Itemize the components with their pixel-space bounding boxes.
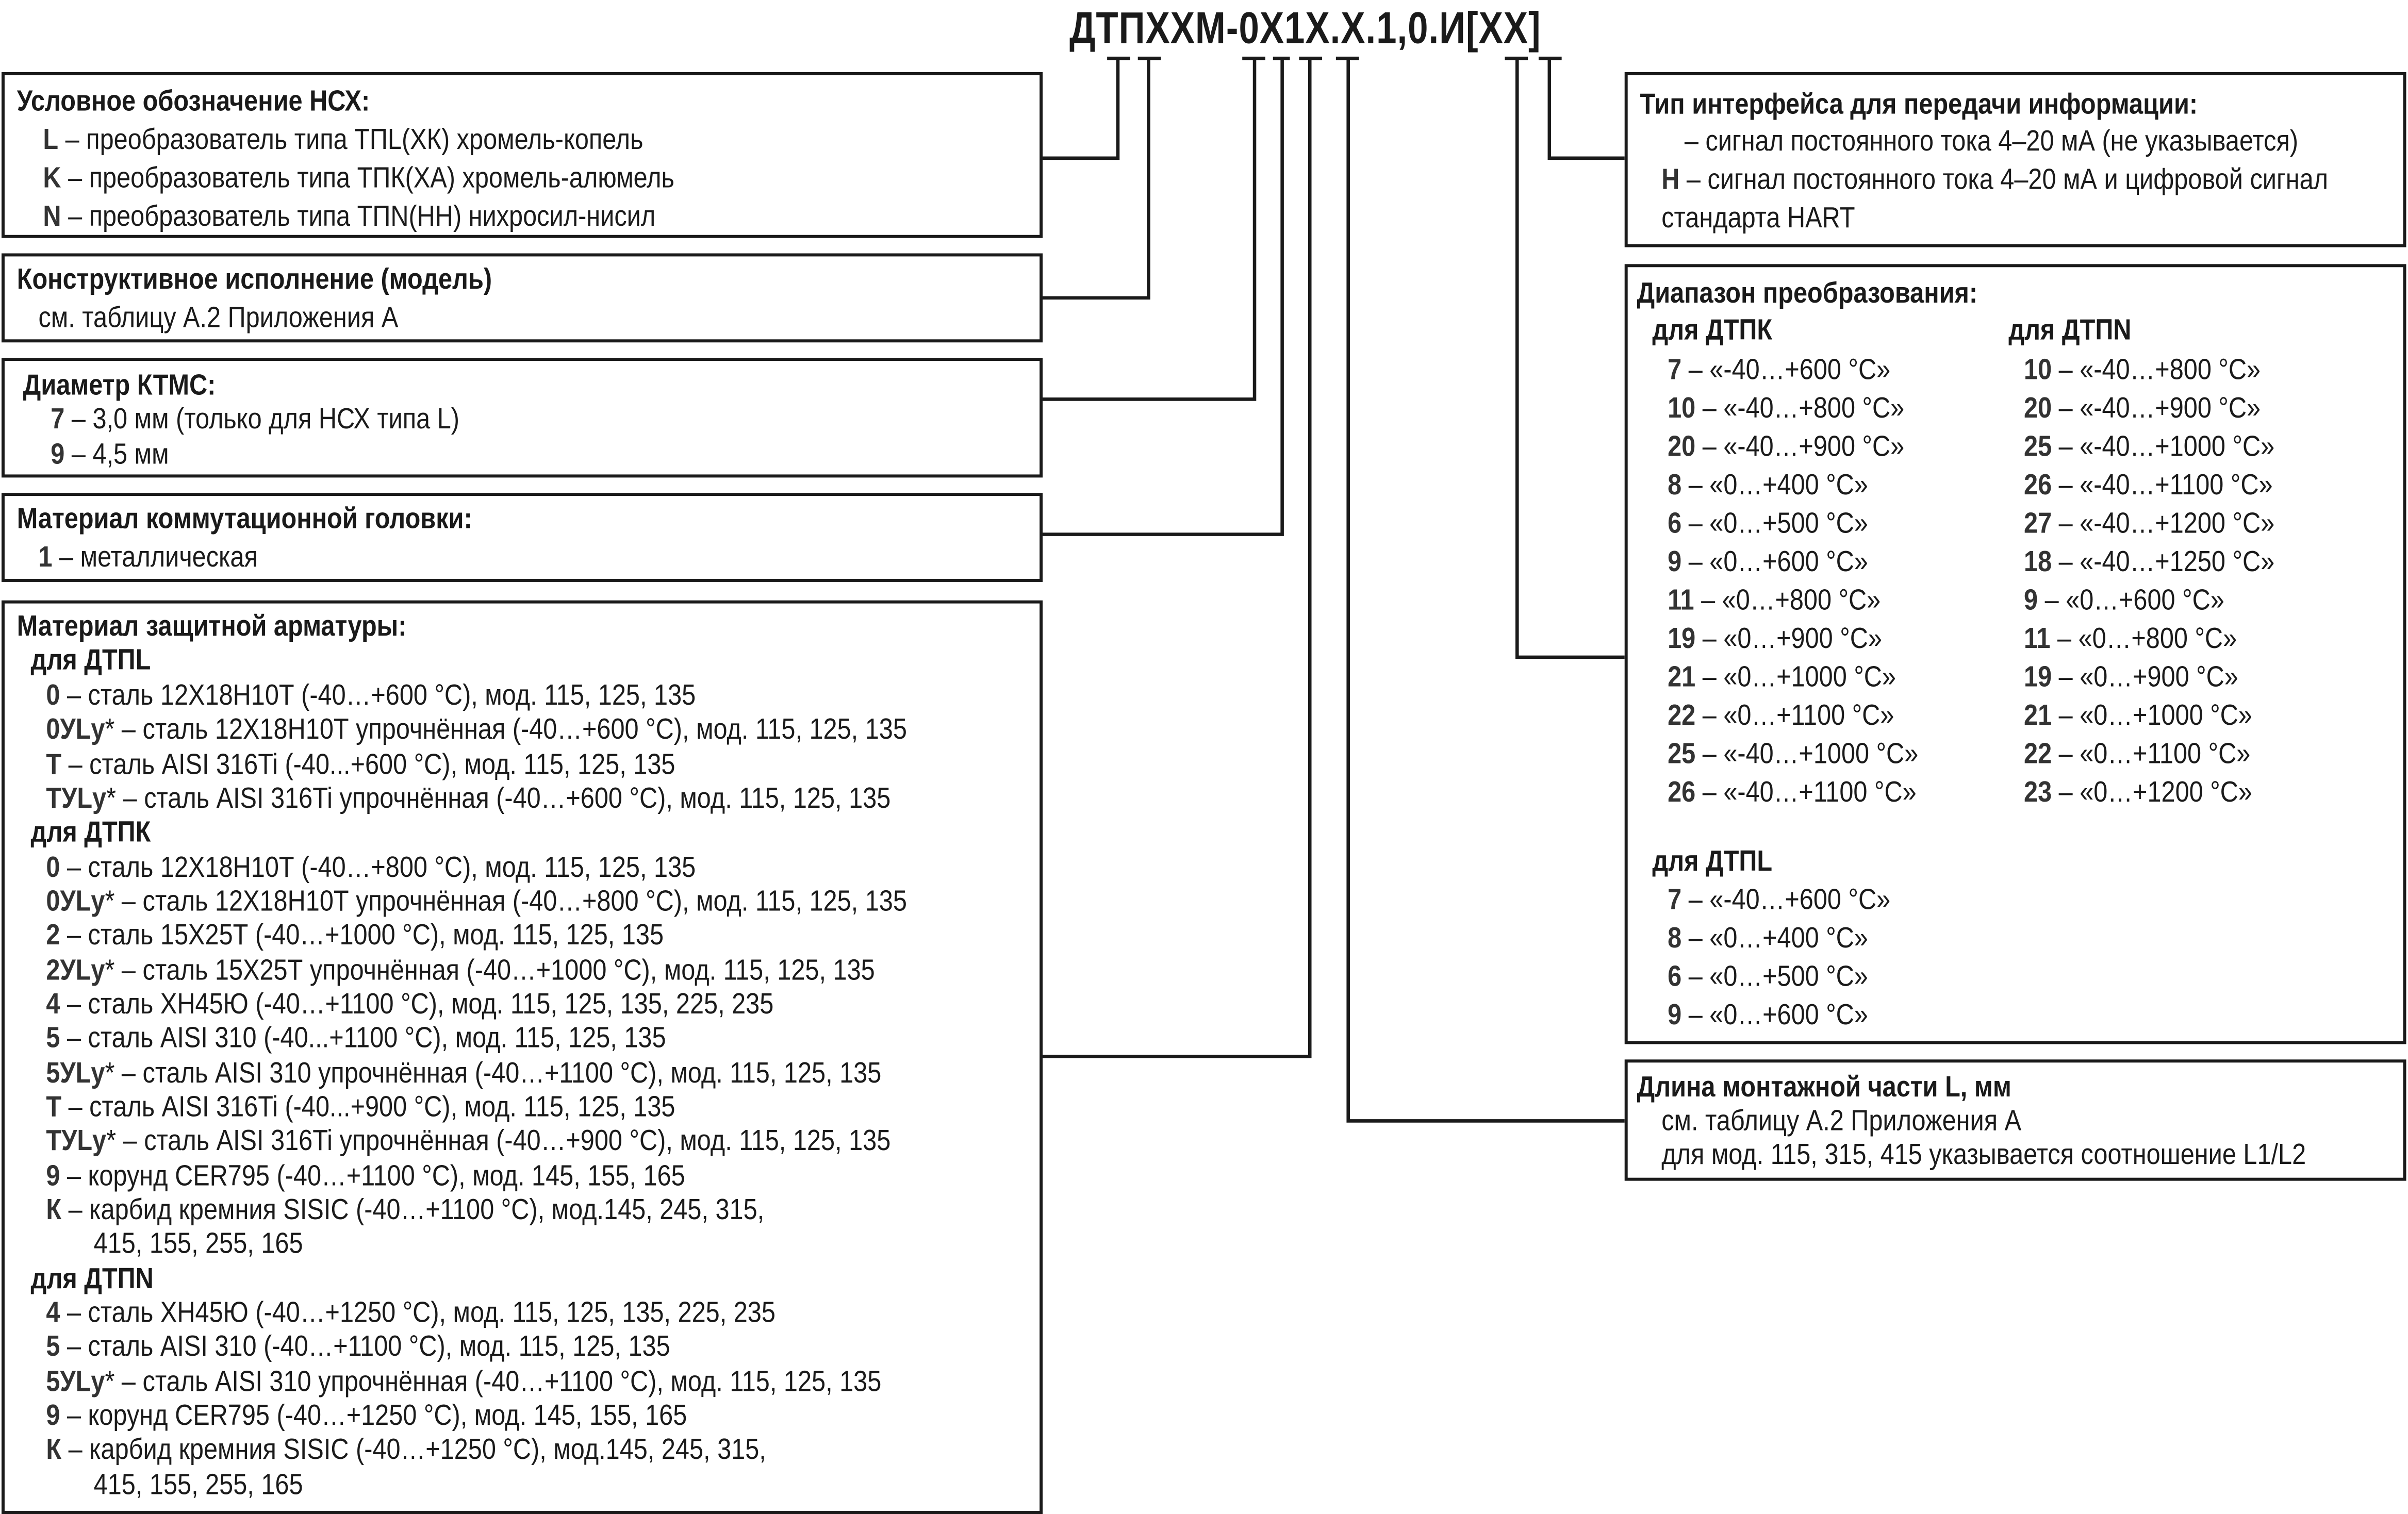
list-item: 5 – сталь AISI 310 (-40…+1100 °С), мод. 115, 125, 135 [46,1331,670,1364]
box-head-title: Материал коммутационной головки: [17,504,472,536]
box-range-title: Диапазон преобразования: [1637,278,1978,310]
box-nsh-title: Условное обозначение НСХ: [17,86,370,119]
box-length-line: для мод. 115, 315, 415 указывается соотношение L1/L2 [1661,1139,2306,1172]
list-item: 21 – «0…+1000 °С» [2024,700,2252,733]
list-item: 20 – «-40…+900 °С» [1668,431,1905,464]
list-item: 2УLу* – сталь 15Х25Т упрочнённая (-40…+1000 °С), мод. 115, 125, 135 [46,955,875,988]
list-item: ТУLу* – сталь AISI 316Ti упрочнённая (-40…+600 °С), мод. 115, 125, 135 [46,783,891,816]
list-item: 27 – «-40…+1200 °С» [2024,508,2275,541]
list-item: 22 – «0…+1100 °С» [2024,738,2251,771]
group-label: для ДТПК [30,817,151,850]
list-item-continuation: 415, 155, 255, 165 [93,1469,303,1502]
box-diameter-title: Диаметр КТМС: [23,370,216,403]
list-item-continuation: 415, 155, 255, 165 [93,1228,303,1261]
list-item: 1 – металлическая [38,542,258,575]
list-item: 9 – корунд CER795 (-40…+1250 °С), мод. 145, 155, 165 [46,1400,687,1433]
list-item: 7 – «-40…+600 °С» [1668,355,1891,387]
list-item: 9 – корунд CER795 (-40…+1100 °С), мод. 145, 155, 165 [46,1160,685,1193]
box-length [1625,1059,2406,1180]
list-item: 9 – 4,5 мм [51,439,169,472]
list-item: 23 – «0…+1200 °С» [2024,777,2252,809]
list-item: 25 – «-40…+1000 °С» [1668,738,1919,771]
list-item: Т – сталь AISI 316Ti (-40...+900 °С), мод. 115, 125, 135 [46,1091,675,1124]
list-item: 21 – «0…+1000 °С» [1668,661,1896,694]
box-interface-title: Тип интерфейса для передачи информации: [1640,89,2198,122]
leader-interface [1549,58,1625,158]
list-item: 9 – «0…+600 °С» [1668,1000,1868,1032]
box-diameter [2,358,1043,477]
list-item: 19 – «0…+900 °С» [2024,661,2238,694]
list-item: 0 – сталь 12Х18Н10Т (-40…+800 °С), мод. 115, 125, 135 [46,852,696,885]
list-item: 6 – «0…+500 °С» [1668,508,1868,541]
list-item: 20 – «-40…+900 °С» [2024,393,2261,426]
list-item: 6 – «0…+500 °С» [1668,961,1868,994]
group-label: для ДТПL [30,645,151,677]
group-label-dtpn: для ДТПN [2008,314,2132,347]
list-item: 9 – «0…+600 °С» [2024,585,2224,618]
box-interface [1625,72,2406,247]
list-item: 10 – «-40…+800 °С» [2024,355,2261,387]
group-label-dtpl: для ДТПL [1652,846,1773,878]
box-armature [2,601,1043,1514]
list-item: 7 – «-40…+600 °С» [1668,884,1891,917]
leader-range [1517,58,1624,657]
box-model [2,253,1043,342]
list-item: 7 – 3,0 мм (только для НСХ типа L) [51,404,460,436]
list-item: 4 – сталь ХН45Ю (-40…+1250 °С), мод. 115, 125, 135, 225, 235 [46,1297,776,1330]
list-item: Т – сталь AISI 316Ti (-40...+600 °С), мод. 115, 125, 135 [46,749,675,782]
list-item: 5УLу* – сталь AISI 310 упрочнённая (-40…+1100 °С), мод. 115, 125, 135 [46,1367,882,1399]
list-item: 0УLу* – сталь 12Х18Н10Т упрочнённая (-40…+600 °С), мод. 115, 125, 135 [46,714,907,746]
box-head [2,493,1043,582]
list-item: 18 – «-40…+1250 °С» [2024,546,2275,579]
list-item: 9 – «0…+600 °С» [1668,546,1868,579]
list-item: Н – сигнал постоянного тока 4–20 мА и цифровой сигнал [1661,164,2329,197]
list-item: К – карбид кремния SISIC (-40…+1100 °С), мод.145, 245, 315, [46,1194,765,1227]
list-item: К – карбид кремния SISIC (-40…+1250 °С), мод.145, 245, 315, [46,1434,766,1467]
list-item: 26 – «-40…+1100 °С» [1668,777,1917,809]
list-item: 26 – «-40…+1100 °С» [2024,470,2273,503]
group-label: для ДТПN [30,1263,154,1296]
list-item: 4 – сталь ХН45Ю (-40…+1100 °С), мод. 115, 125, 135, 225, 235 [46,989,774,1021]
leader-armature [1041,58,1310,1056]
box-armature-title: Материал защитной арматуры: [17,611,407,644]
box-length-line: см. таблицу А.2 Приложения А [1661,1105,2022,1138]
list-item: 0 – сталь 12Х18Н10Т (-40…+600 °С), мод. 115, 125, 135 [46,680,696,713]
list-item: 8 – «0…+400 °С» [1668,470,1868,503]
list-item: ТУLу* – сталь AISI 316Ti упрочнённая (-40…+900 °С), мод. 115, 125, 135 [46,1125,891,1158]
ordering-code: ДТПXXМ-0X1X.X.1,0.И[XX] [1069,4,1541,54]
box-model-text: см. таблицу А.2 Приложения А [38,302,399,335]
box-length-title: Длина монтажной части L, мм [1637,1072,2011,1104]
list-item: – сигнал постоянного тока 4–20 мА (не указывается) [1684,126,2299,158]
list-item-continuation: стандарта HART [1661,203,1855,235]
leader-model [1041,58,1148,298]
group-label-dtpk: для ДТПК [1652,314,1773,347]
list-item: 8 – «0…+400 °С» [1668,923,1868,955]
list-item: 2 – сталь 15Х25Т (-40…+1000 °С), мод. 115, 125, 135 [46,920,664,952]
leader-length [1348,58,1625,1121]
list-item: K – преобразователь типа ТПК(ХА) хромель-алюмель [43,162,674,195]
list-item: 0УLу* – сталь 12Х18Н10Т упрочнённая (-40…+800 °С), мод. 115, 125, 135 [46,886,907,919]
list-item: 22 – «0…+1100 °С» [1668,700,1894,733]
list-item: 19 – «0…+900 °С» [1668,623,1882,656]
list-item: 25 – «-40…+1000 °С» [2024,431,2275,464]
list-item: 10 – «-40…+800 °С» [1668,393,1905,426]
box-nsh [2,72,1043,238]
list-item: 5 – сталь AISI 310 (-40...+1100 °С), мод. 115, 125, 135 [46,1022,666,1055]
list-item: 11 – «0…+800 °С» [2024,623,2237,656]
list-item: N – преобразователь типа ТПN(НН) нихросил-нисил [43,201,656,234]
list-item: 5УLу* – сталь AISI 310 упрочнённая (-40…+1100 °С), мод. 115, 125, 135 [46,1058,882,1090]
leader-nsh [1041,58,1118,158]
box-range [1625,264,2406,1044]
list-item: 11 – «0…+800 °С» [1668,585,1881,618]
box-model-title: Конструктивное исполнение (модель) [17,264,492,296]
list-item: L – преобразователь типа ТПL(ХК) хромель-копель [43,124,644,157]
